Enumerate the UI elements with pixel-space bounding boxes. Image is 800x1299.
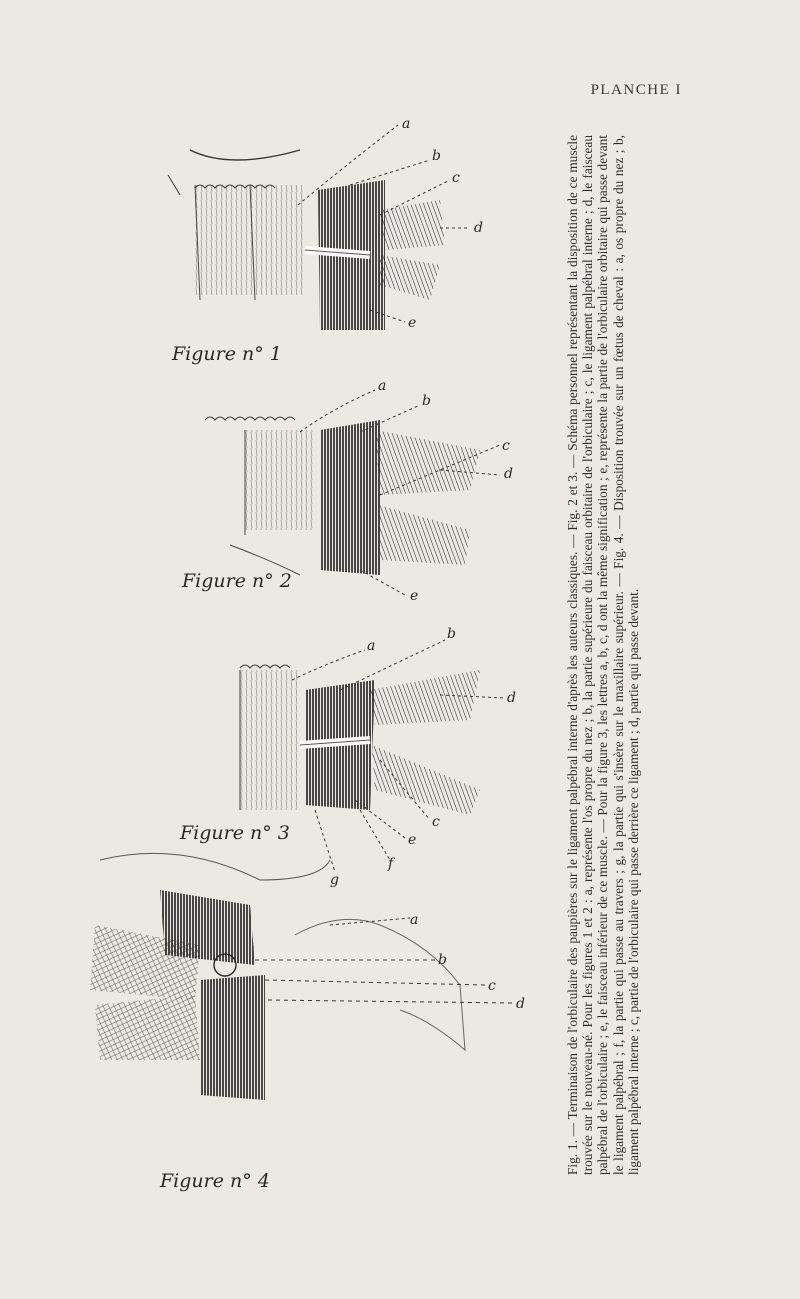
fig1-letter-c: c xyxy=(452,170,460,186)
caption-container xyxy=(565,130,670,1185)
fig2-letter-d: d xyxy=(504,466,513,482)
fig1-letter-e: e xyxy=(408,315,417,331)
figure-4-drawing xyxy=(90,853,525,1100)
fig3-letter-d: d xyxy=(507,690,516,706)
fig2-letter-e: e xyxy=(410,588,419,604)
caption-part-2: Fig. 4. — Disposition trouvée sur un fœtus de cheval : a, os propre du nez ; b, ligament palpébral interne ; c, partie de l'orbiculaire qui passe derrière ce ligament ; d, partie qui passe devant. xyxy=(610,134,641,1175)
plate-title: PLANCHE I xyxy=(590,82,682,98)
figure-caption xyxy=(565,135,670,1175)
figure-1-label: Figure n° 1 xyxy=(172,343,282,365)
fig3-letter-f: f xyxy=(388,856,394,872)
figure-1-drawing xyxy=(168,116,483,331)
figure-3-drawing xyxy=(240,626,516,888)
fig4-letter-d: d xyxy=(516,996,525,1012)
figure-3-label: Figure n° 3 xyxy=(180,822,290,844)
fig4-letter-a: a xyxy=(410,912,419,928)
fig2-letter-b: b xyxy=(422,393,431,409)
fig3-letter-b: b xyxy=(447,626,456,642)
fig3-letter-a: a xyxy=(367,638,376,654)
fig2-letter-a: a xyxy=(378,378,387,394)
fig1-letter-d: d xyxy=(474,220,483,236)
fig1-letter-a: a xyxy=(402,116,411,132)
fig3-letter-c: c xyxy=(432,814,440,830)
fig1-letter-b: b xyxy=(432,148,441,164)
fig2-letter-c: c xyxy=(502,438,510,454)
caption-part-1: Fig. 1. — Terminaison de l'orbiculaire des paupières sur le ligament palpébral interne d'après les auteurs classiques. — Fig. 2 et 3. — Schéma personnel représentant la disposition de ce muscle trouvée sur le nouveau-né. Pour les figures 1 et 2 : a, représente l'os propre du nez ; b, la partie supérieure du faisceau orbitaire de l'orbiculaire ; c, le ligament palpébral interne ; d, le faisceau palpébral de l'orbiculaire ; e, le faisceau inférieur de ce muscle. — Pour la figure 3, les lettres a, b, c, d ont la même signification ; e, représente la partie de l'orbiculaire orbitaire qui passe devant le ligament palpébral ; f, la partie qui passe au travers ; g, la partie qui s'insère sur le maxillaire supérieur. — xyxy=(565,135,626,1175)
fig3-letter-e: e xyxy=(408,832,417,848)
figure-4-label: Figure n° 4 xyxy=(160,1170,270,1192)
fig4-letter-c: c xyxy=(488,978,496,994)
figure-2-label: Figure n° 2 xyxy=(182,570,292,592)
fig4-letter-b: b xyxy=(438,952,447,968)
fig3-letter-g: g xyxy=(330,872,339,888)
